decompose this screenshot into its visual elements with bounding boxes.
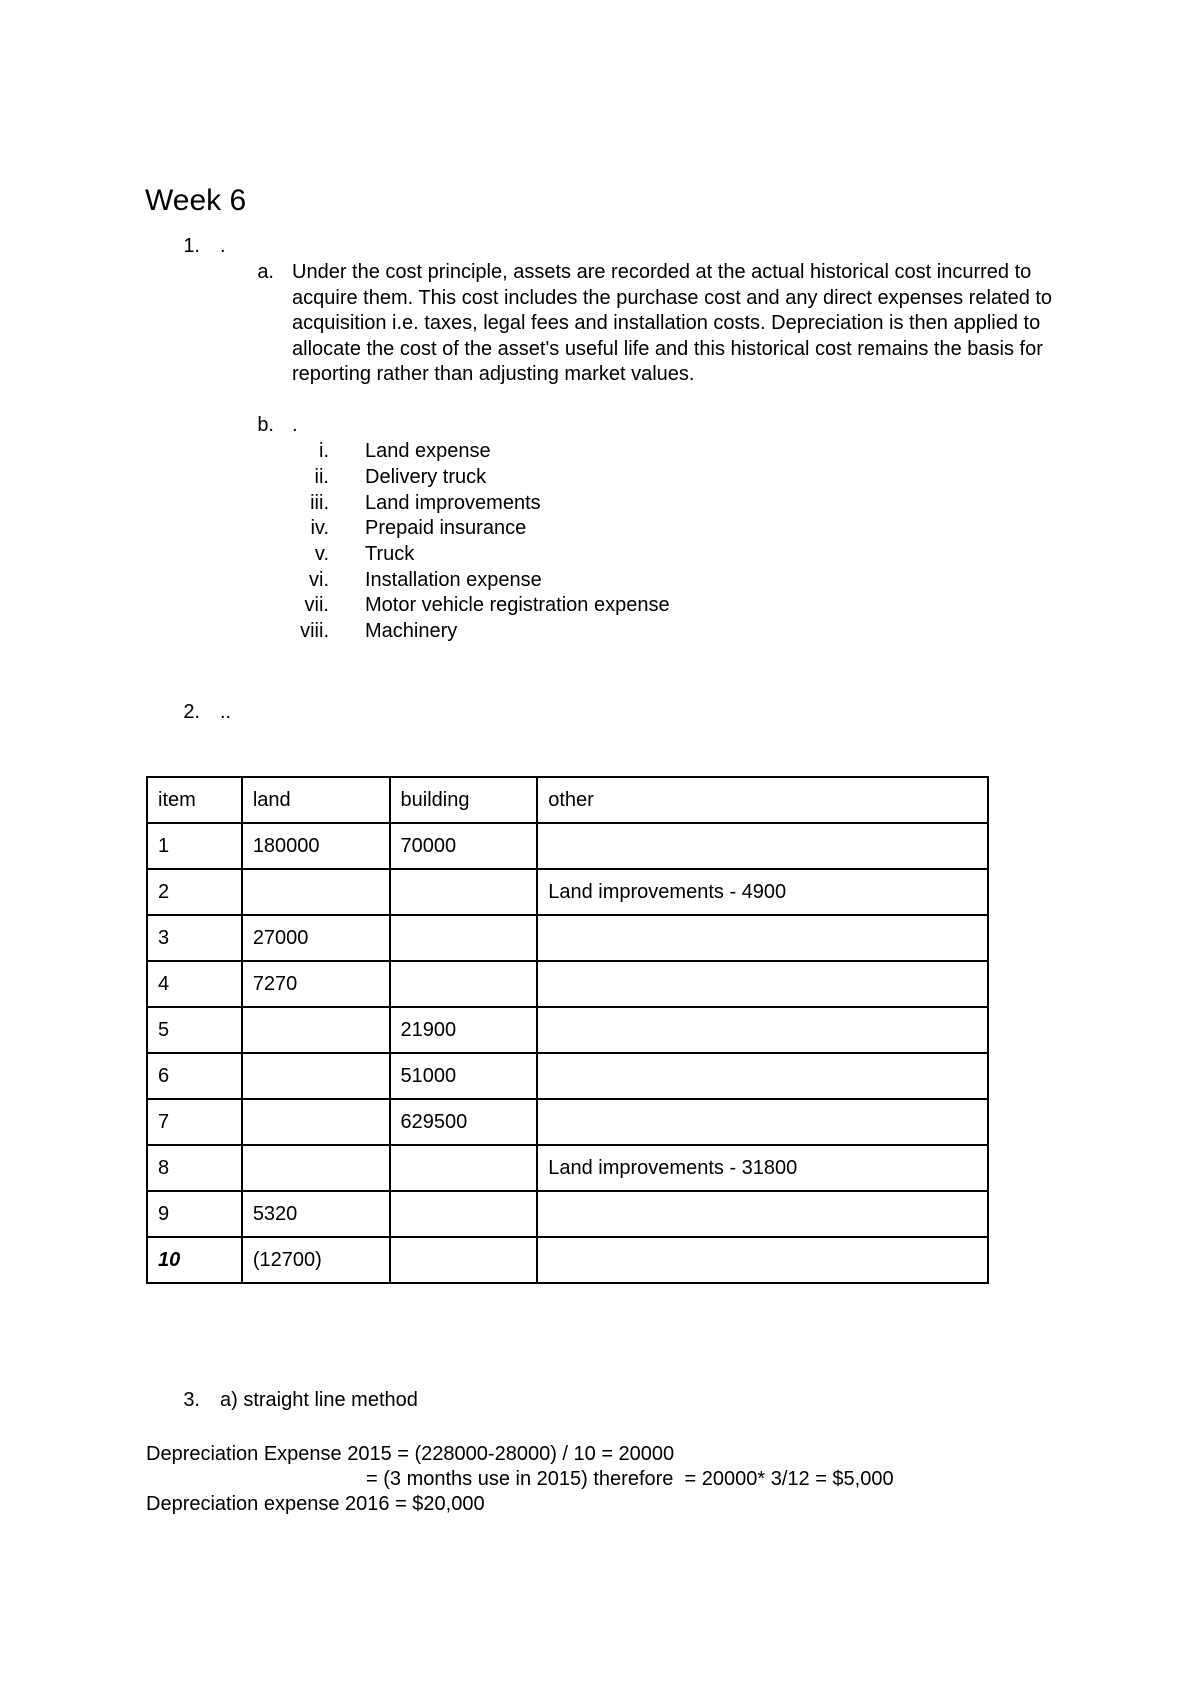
table-cell: [537, 961, 988, 1007]
table-header-cell: other: [537, 777, 988, 823]
table-cell: (12700): [242, 1237, 390, 1283]
table-cell: 9: [147, 1191, 242, 1237]
list-item-marker: viii.: [300, 620, 329, 642]
table-row: [147, 1099, 988, 1145]
list-item-text: Delivery truck: [365, 466, 487, 488]
table-cell: [537, 915, 988, 961]
q1-number: 1.: [183, 235, 200, 257]
table-row: [147, 961, 988, 1007]
table-cell: 7: [147, 1099, 242, 1145]
list-item-text: Land improvements: [365, 492, 541, 514]
table-header-cell: land: [242, 777, 390, 823]
table-row: [147, 1191, 988, 1237]
q3-number: 3.: [183, 1389, 200, 1411]
q2-text: ..: [220, 701, 232, 723]
table-cell: [242, 1145, 390, 1191]
table-cell: [537, 1099, 988, 1145]
table-row: [147, 1145, 988, 1191]
list-item-marker: iv.: [310, 517, 329, 539]
table-cell: 3: [147, 915, 242, 961]
table-cell: 10: [147, 1237, 242, 1283]
table-row: [147, 1007, 988, 1053]
list-item-text: Machinery: [365, 620, 458, 642]
table-cell: 4: [147, 961, 242, 1007]
list-item-marker: iii.: [310, 492, 329, 514]
table-cell: [242, 1053, 390, 1099]
table-cell: 180000: [242, 823, 390, 869]
table-cell: [390, 1237, 538, 1283]
page-title: Week 6: [145, 184, 247, 217]
list-item-marker: vi.: [309, 569, 329, 591]
table-cell: 1: [147, 823, 242, 869]
table-cell: [537, 1007, 988, 1053]
calc-line: = (3 months use in 2015) therefore = 20000* 3/12 = $5,000: [366, 1468, 894, 1490]
table-cell: 629500: [390, 1099, 538, 1145]
table-cell: 5320: [242, 1191, 390, 1237]
q1b-text: .: [292, 414, 298, 436]
table-cell: [390, 869, 538, 915]
list-item-marker: vii.: [304, 594, 329, 616]
table-cell: 5: [147, 1007, 242, 1053]
table-cell: Land improvements - 31800: [537, 1145, 988, 1191]
table-cell: 21900: [390, 1007, 538, 1053]
table-cell: [242, 1007, 390, 1053]
table-cell: 6: [147, 1053, 242, 1099]
table-cell: 8: [147, 1145, 242, 1191]
table-header-cell: item: [147, 777, 242, 823]
table-cell: 51000: [390, 1053, 538, 1099]
table-cell: [390, 915, 538, 961]
table-cell: Land improvements - 4900: [537, 869, 988, 915]
table-row: [147, 1053, 988, 1099]
list-item-marker: ii.: [314, 466, 329, 488]
table-cell: [390, 961, 538, 1007]
table-row: [147, 823, 988, 869]
list-item-text: Land expense: [365, 440, 491, 462]
table-cell: [537, 823, 988, 869]
table-cell: [537, 1237, 988, 1283]
table-cell: [390, 1145, 538, 1191]
table-row: [147, 869, 988, 915]
table-cell: [242, 869, 390, 915]
asset-cost-table: [146, 776, 989, 1284]
list-item-text: Motor vehicle registration expense: [365, 594, 670, 616]
q3-text: a) straight line method: [220, 1389, 418, 1411]
table-cell: 7270: [242, 961, 390, 1007]
list-item-text: Installation expense: [365, 569, 542, 591]
table-header-row: [147, 777, 988, 823]
q2-number: 2.: [183, 701, 200, 723]
list-item-text: Prepaid insurance: [365, 517, 527, 539]
q1b-marker: b.: [257, 414, 274, 436]
table-header-cell: building: [390, 777, 538, 823]
table-row: [147, 915, 988, 961]
table-cell: 27000: [242, 915, 390, 961]
list-item-text: Truck: [365, 543, 415, 565]
q1a-paragraph: Under the cost principle, assets are recorded at the actual historical cost incurred to acquire them. This cost includes the purchase cost and any direct expenses related to acquisition i.e. taxes, legal fees and installation costs. Depreciation is then applied to allocate the cost of the asset's useful life and this historical cost remains the basis for reporting rather than adjusting market values.: [292, 261, 1053, 385]
table-cell: 2: [147, 869, 242, 915]
table-cell: [242, 1099, 390, 1145]
table-cell: [390, 1191, 538, 1237]
table-row: [147, 1237, 988, 1283]
calc-line: Depreciation expense 2016 = $20,000: [146, 1493, 485, 1515]
q1a-marker: a.: [257, 261, 274, 283]
q1-text: .: [220, 235, 226, 257]
table-cell: [537, 1191, 988, 1237]
list-item-marker: v.: [314, 543, 329, 565]
list-item-marker: i.: [319, 440, 329, 462]
table-cell: [537, 1053, 988, 1099]
calc-line: Depreciation Expense 2015 = (228000-28000) / 10 = 20000: [146, 1443, 675, 1465]
table-cell: 70000: [390, 823, 538, 869]
